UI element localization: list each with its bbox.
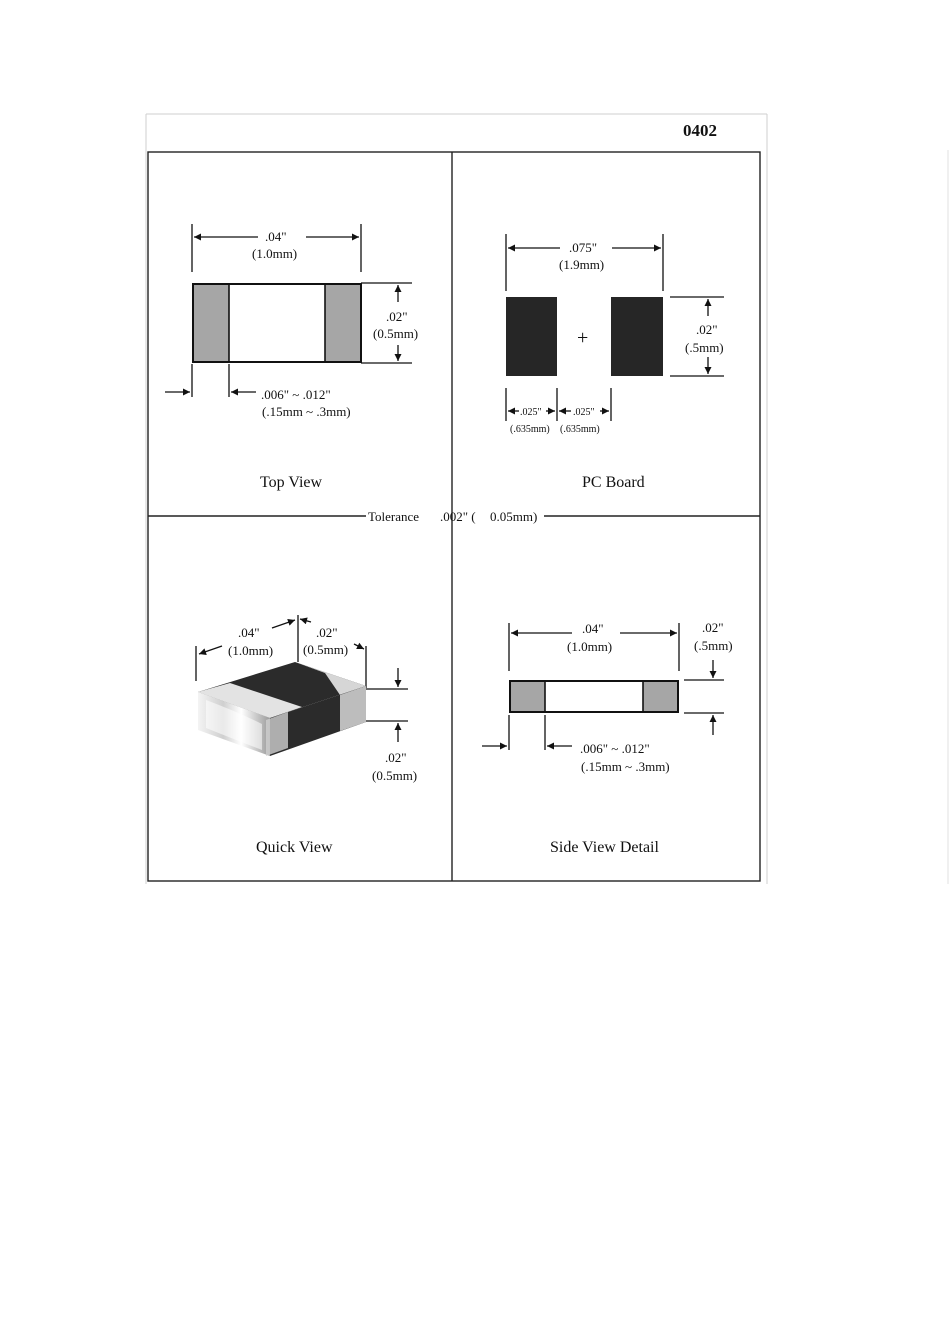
quick-view-thick-mm: (0.5mm) [372,768,418,783]
top-view-panel [165,224,418,491]
tolerance-value: .002" ( [440,509,476,524]
quick-view-panel [196,615,417,856]
pc-board-panel [506,234,724,491]
part-number-title: 0402 [683,121,717,140]
pad-left-mm: (.635mm) [510,424,550,435]
pad-left-in: .025" [520,407,542,418]
side-view-height-mm: (.5mm) [694,638,733,653]
right-pad [611,297,663,376]
pc-board-span-mm: (1.9mm) [559,257,605,272]
quick-view-length-mm: (1.0mm) [228,643,274,658]
side-view-panel [482,620,733,856]
top-view-caption: Top View [260,474,323,491]
top-view-width-in: .02" [386,309,408,324]
quick-view-caption: Quick View [256,839,333,856]
top-view-width-mm: (0.5mm) [373,326,419,341]
pad-right-in: .025" [573,407,595,418]
side-view-length-mm: (1.0mm) [567,639,613,654]
top-view-term-mm: (.15mm ~ .3mm) [262,404,351,419]
side-view-length-in: .04" [582,621,604,636]
quick-view-width-in: .02" [316,625,338,640]
tolerance-metric: 0.05mm) [490,509,538,524]
pc-board-caption: PC Board [582,474,645,491]
pc-board-span-in: .075" [569,240,598,255]
sheet-frame [146,114,767,884]
quick-view-length-in: .04" [238,625,260,640]
side-view-term-mm: (.15mm ~ .3mm) [581,759,670,774]
center-mark: + [577,327,589,349]
tolerance-label: Tolerance [368,509,420,524]
pc-board-height-mm: (.5mm) [685,340,724,355]
top-view-term-in: .006" ~ .012" [261,387,331,402]
quick-view-thick-in: .02" [385,750,407,765]
tolerance-note [368,509,537,524]
top-view-length-in: .04" [265,229,287,244]
left-pad [506,297,557,376]
chip-3d-illustration [198,662,366,756]
side-view-caption: Side View Detail [550,839,659,856]
pad-right-mm: (.635mm) [560,424,600,435]
quick-view-width-mm: (0.5mm) [303,642,349,657]
side-view-chip [510,681,678,712]
top-view-chip [193,284,361,362]
top-view-length-mm: (1.0mm) [252,246,298,261]
pc-board-height-in: .02" [696,322,718,337]
side-view-height-in: .02" [702,620,724,635]
side-view-term-in: .006" ~ .012" [580,741,650,756]
